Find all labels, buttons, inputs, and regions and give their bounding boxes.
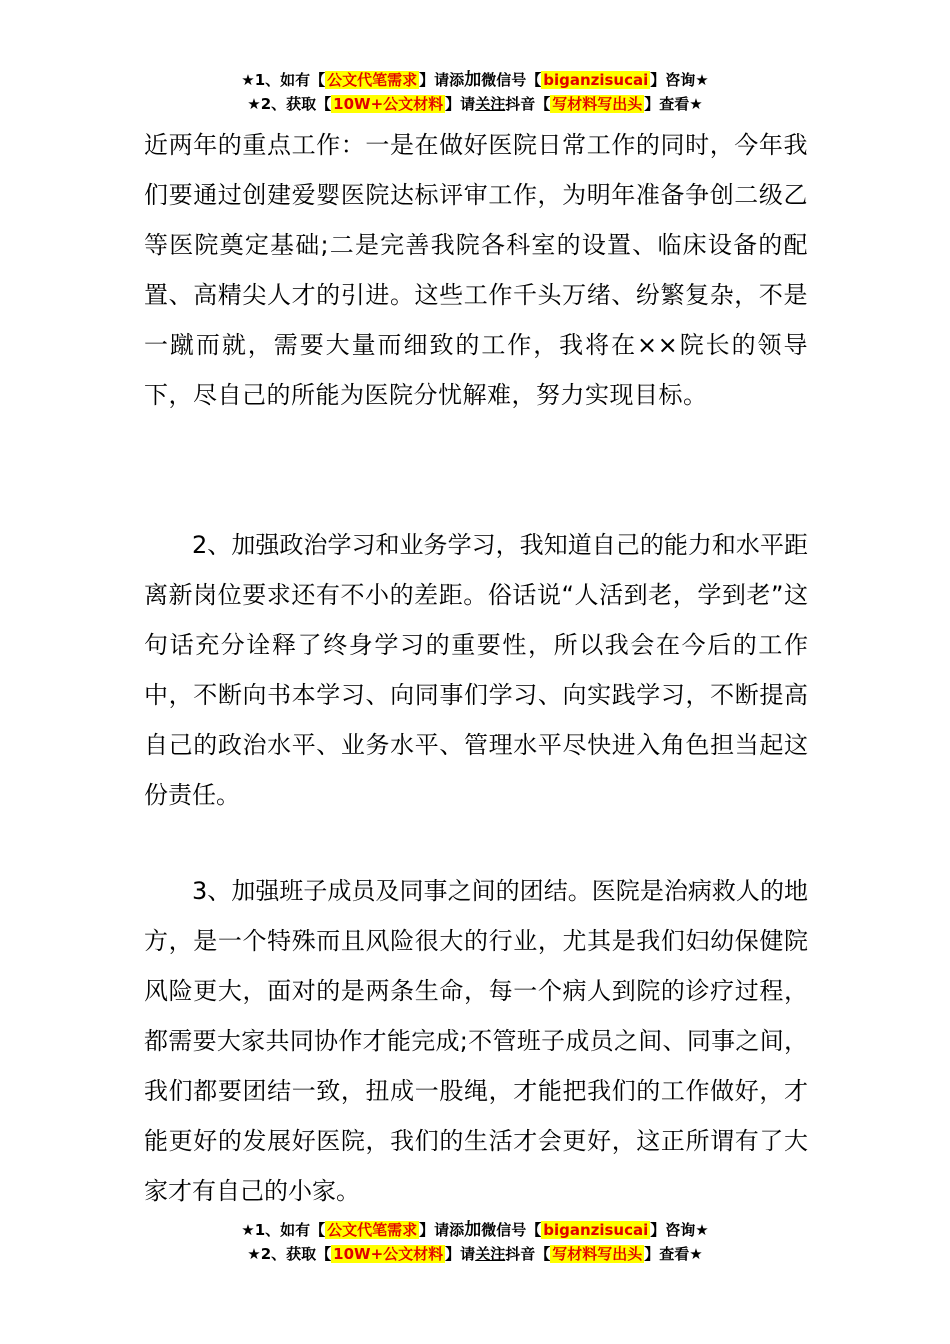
star-icon: ★: [241, 71, 255, 89]
banner-emphasis: 关注: [475, 95, 506, 113]
star-icon: ★: [247, 95, 261, 113]
highlight-service: 公文代笔需求: [327, 1221, 418, 1239]
footer-line-2: [0, 1242, 950, 1266]
footer-line-1: [0, 1218, 950, 1242]
banner-text: 1、如有【: [254, 1221, 326, 1239]
header-banner: [0, 68, 950, 116]
paragraph-text: 3、加强班子成员及同事之间的团结。医院是治病救人的地方，是一个特殊而且风险很大的行业，尤其是我们妇幼保健院风险更大，面对的是两条生命，每一个病人到院的诊疗过程，都需要大家共同协作才能完成;不管班子成员之间、同事之间，我们都要团结一致，扭成一股绳，才能把我们的工作做好，才能更好的发展好医院，我们的生活才会更好，这正所谓有了大家才有自己的小家。: [144, 877, 808, 1205]
footer-banner: [0, 1218, 950, 1266]
banner-text: 2、获取【: [260, 95, 332, 113]
star-icon: ★: [695, 1221, 709, 1239]
paragraph-3: [144, 866, 808, 1216]
banner-text: 】请: [445, 95, 476, 113]
banner-text: 】请添: [419, 1221, 465, 1239]
star-icon: ★: [695, 71, 709, 89]
banner-text: 】请添: [419, 71, 465, 89]
banner-text: 】咨询: [650, 71, 696, 89]
highlight-wechat-id: biganzisucai: [543, 71, 649, 89]
header-line-1: [0, 68, 950, 92]
highlight-materials: 10W+公文材料: [333, 1245, 444, 1263]
banner-text: 微信号【: [481, 1221, 542, 1239]
banner-text: 】请: [445, 1245, 476, 1263]
star-icon: ★: [241, 1221, 255, 1239]
star-icon: ★: [247, 1245, 261, 1263]
highlight-materials: 10W+公文材料: [333, 95, 444, 113]
paragraph-continuation: [144, 120, 808, 420]
banner-text: 】查看: [644, 95, 690, 113]
banner-text: 抖音【: [505, 1245, 551, 1263]
banner-emphasis: 加: [464, 1220, 482, 1240]
banner-text: 2、获取【: [260, 1245, 332, 1263]
banner-text: 抖音【: [505, 95, 551, 113]
banner-text: 1、如有【: [254, 71, 326, 89]
highlight-douyin-account: 写材料写出头: [552, 95, 643, 113]
paragraph-2: [144, 520, 808, 820]
highlight-douyin-account: 写材料写出头: [552, 1245, 643, 1263]
highlight-wechat-id: biganzisucai: [543, 1221, 649, 1239]
highlight-service: 公文代笔需求: [327, 71, 418, 89]
banner-text: 】咨询: [650, 1221, 696, 1239]
banner-emphasis: 加: [464, 70, 482, 90]
star-icon: ★: [689, 1245, 703, 1263]
header-line-2: [0, 92, 950, 116]
paragraph-text: 2、加强政治学习和业务学习，我知道自己的能力和水平距离新岗位要求还有不小的差距。俗话说“人活到老，学到老”这句话充分诠释了终身学习的重要性，所以我会在今后的工作中，不断向书本学习、向同事们学习、向实践学习，不断提高自己的政治水平、业务水平、管理水平尽快进入角色担当起这份责任。: [144, 531, 808, 809]
star-icon: ★: [689, 95, 703, 113]
paragraph-text: 近两年的重点工作：一是在做好医院日常工作的同时，今年我们要通过创建爱婴医院达标评审工作，为明年准备争创二级乙等医院奠定基础;二是完善我院各科室的设置、临床设备的配置、高精尖人才的引进。这些工作千头万绪、纷繁复杂，不是一蹴而就，需要大量而细致的工作，我将在××院长的领导下，尽自己的所能为医院分忧解难，努力实现目标。: [144, 131, 808, 409]
banner-emphasis: 关注: [475, 1245, 506, 1263]
banner-text: 】查看: [644, 1245, 690, 1263]
banner-text: 微信号【: [481, 71, 542, 89]
